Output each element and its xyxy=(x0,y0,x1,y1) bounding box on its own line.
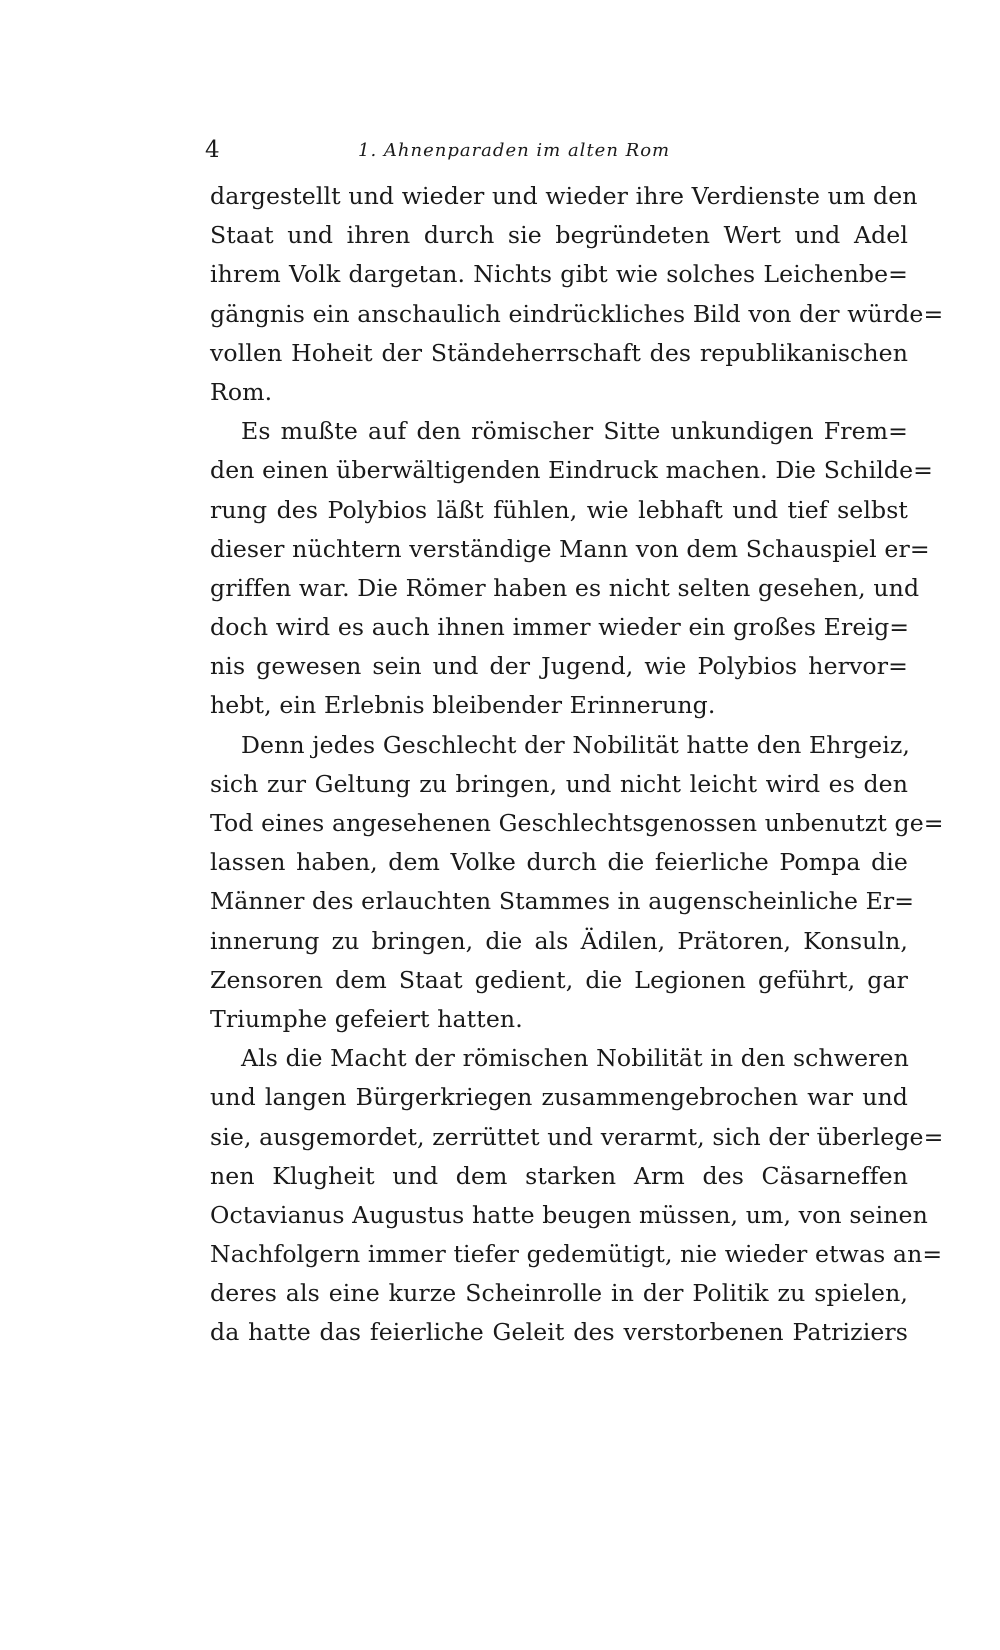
running-title: 1. Ahnenparaden im alten Rom xyxy=(358,140,671,161)
text-line: nis gewesen sein und der Jugend, wie Polybios hervor= xyxy=(210,652,908,681)
text-line: Triumphe gefeiert hatten. xyxy=(210,1004,523,1033)
page-number: 4 xyxy=(205,137,220,163)
text-body xyxy=(210,177,944,1353)
text-line: deres als eine kurze Scheinrolle in der Politik zu spielen, xyxy=(210,1279,908,1308)
running-head xyxy=(205,133,905,167)
text-line: und langen Bürgerkriegen zusammengebrochen war und xyxy=(210,1083,908,1112)
text-line: den einen überwältigenden Eindruck machen. Die Schilde= xyxy=(210,456,934,485)
text-line: sich zur Geltung zu bringen, und nicht leicht wird es den xyxy=(210,769,908,798)
text-line: doch wird es auch ihnen immer wieder ein großes Ereig= xyxy=(210,613,910,642)
text-line: innerung zu bringen, die als Ädilen, Prätoren, Konsuln, xyxy=(210,926,908,955)
text-line: sie, ausgemordet, zerrüttet und verarmt, sich der überlege= xyxy=(210,1122,944,1151)
text-line: Zensoren dem Staat gedient, die Legionen geführt, gar xyxy=(210,965,908,994)
text-line: vollen Hoheit der Ständeherrschaft des republikanischen xyxy=(210,338,908,367)
text-line: da hatte das feierliche Geleit des verstorbenen Patriziers xyxy=(210,1318,908,1347)
text-line: rung des Polybios läßt fühlen, wie lebhaft und tief selbst xyxy=(210,495,908,524)
text-line: Staat und ihren durch sie begründeten Wert und Adel xyxy=(210,221,908,250)
text-line: hebt, ein Erlebnis bleibender Erinnerung. xyxy=(210,691,716,720)
text-line: ihrem Volk dargetan. Nichts gibt wie solches Leichenbe= xyxy=(210,260,908,289)
text-line: Octavianus Augustus hatte beugen müssen, um, von seinen xyxy=(210,1200,928,1229)
text-line: Nachfolgern immer tiefer gedemütigt, nie wieder etwas an= xyxy=(210,1240,943,1269)
text-line: Rom. xyxy=(210,377,273,406)
text-line: griffen war. Die Römer haben es nicht selten gesehen, und xyxy=(210,573,920,602)
paragraph-first-line: Als die Macht der römischen Nobilität in den schweren xyxy=(241,1044,909,1073)
paragraph-first-line: Denn jedes Geschlecht der Nobilität hatte den Ehrgeiz, xyxy=(241,730,910,759)
text-line: dieser nüchtern verständige Mann von dem Schauspiel er= xyxy=(210,534,930,563)
paragraph-first-line: Es mußte auf den römischer Sitte unkundigen Frem= xyxy=(241,417,908,446)
text-line: Männer des erlauchten Stammes in augenscheinliche Er= xyxy=(210,887,915,916)
text-line: Tod eines angesehenen Geschlechtsgenossen unbenutzt ge= xyxy=(210,809,944,837)
text-line: gängnis ein anschaulich eindrückliches Bild von der würde= xyxy=(210,299,944,328)
text-line: lassen haben, dem Volke durch die feierliche Pompa die xyxy=(210,848,908,877)
text-line: dargestellt und wieder und wieder ihre Verdienste um den xyxy=(210,182,918,210)
text-line: nen Klugheit und dem starken Arm des Cäsarneffen xyxy=(210,1161,908,1190)
